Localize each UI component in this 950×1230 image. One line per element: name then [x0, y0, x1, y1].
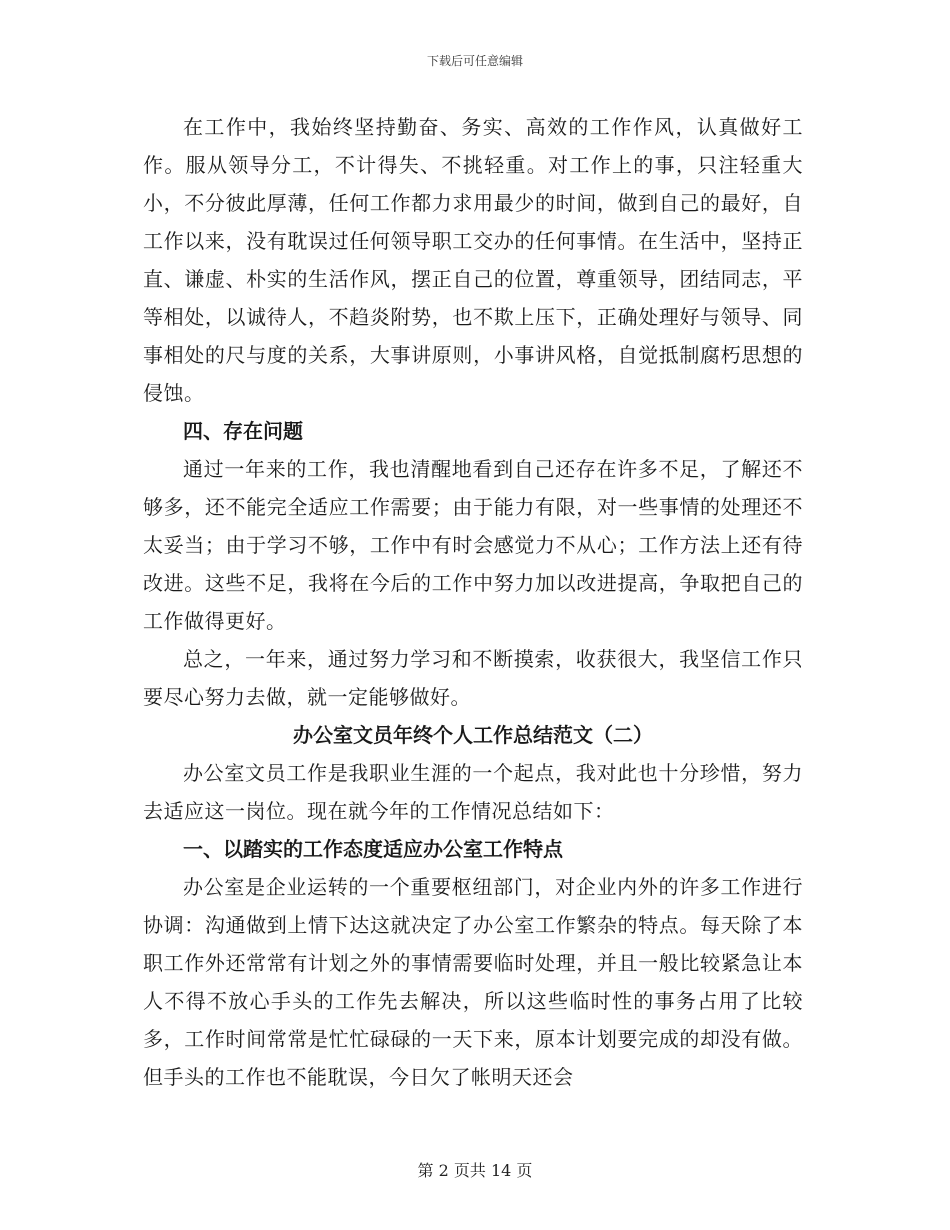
section-title: 办公室文员年终个人工作总结范文（二）: [293, 723, 653, 747]
paragraph-intro: 办公室文员工作是我职业生涯的一个起点，我对此也十分珍惜，努力去适应这一岗位。现在就今年的工作情况总结如下：: [143, 761, 803, 823]
page-footer: 第 2 页共 14 页: [417, 1161, 533, 1180]
document-body: [143, 108, 803, 1096]
paragraph-office-role: 办公室是企业运转的一个重要枢纽部门，对企业内外的许多工作进行协调：沟通做到上情下达这就决定了办公室工作繁杂的特点。每天除了本职工作外还常常有计划之外的事情需要临时处理，并且一般比较紧急让本人不得不放心手头的工作先去解决，所以这些临时性的事务占用了比较多，工作时间常常是忙忙碌碌的一天下来，原本计划要完成的却没有做。但手头的工作也不能耽误，今日欠了帐明天还会: [143, 875, 803, 1089]
paragraph-problems: 通过一年来的工作，我也清醒地看到自己还存在许多不足，了解还不够多，还不能完全适应工作需要；由于能力有限，对一些事情的处理还不太妥当；由于学习不够，工作中有时会感觉力不从心；工作方法上还有待改进。这些不足，我将在今后的工作中努力加以改进提高，争取把自己的工作做得更好。: [143, 457, 803, 633]
heading-problems: 四、存在问题: [183, 419, 303, 443]
paragraph-conclusion: 总之，一年来，通过努力学习和不断摸索，收获很大，我坚信工作只要尽心努力去做，就一定能够做好。: [143, 647, 803, 709]
page-header: 下载后可任意编辑: [426, 54, 523, 68]
heading-work-attitude: 一、以踏实的工作态度适应办公室工作特点: [183, 837, 563, 861]
paragraph-work-style: 在工作中，我始终坚持勤奋、务实、高效的工作作风，认真做好工作。服从领导分工，不计得失、不挑轻重。对工作上的事，只注轻重大小，不分彼此厚薄，任何工作都力求用最少的时间，做到自己的最好，自工作以来，没有耽误过任何领导职工交办的任何事情。在生活中，坚持正直、谦虚、朴实的生活作风，摆正自己的位置，尊重领导，团结同志，平等相处，以诚待人，不趋炎附势，也不欺上压下，正确处理好与领导、同事相处的尺与度的关系，大事讲原则，小事讲风格，自觉抵制腐朽思想的侵蚀。: [143, 115, 803, 405]
